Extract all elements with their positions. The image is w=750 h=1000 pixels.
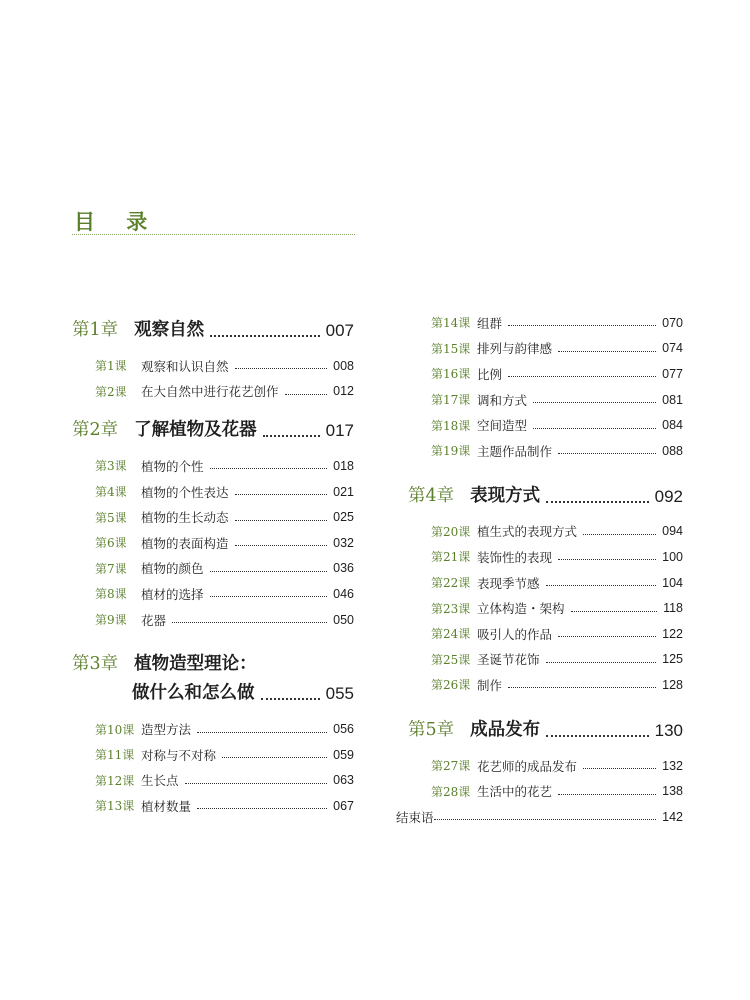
page-number: 007	[325, 321, 354, 340]
lesson-title: 植物的颜色	[141, 561, 204, 577]
page-number: 025	[333, 510, 354, 525]
toc-left-column	[72, 310, 354, 819]
toc-lesson-27[interactable]	[408, 753, 683, 779]
page-number: 094	[662, 524, 683, 539]
leader-dots	[533, 402, 656, 403]
lesson-title: 造型方法	[141, 722, 192, 738]
leader-dots	[546, 662, 657, 663]
lesson-number: 第8课	[95, 587, 127, 602]
page-number: 100	[662, 549, 683, 564]
page-number: 021	[333, 484, 354, 499]
lesson-number: 第22课	[431, 576, 471, 591]
page-number: 125	[662, 652, 683, 667]
leader-dots	[508, 376, 656, 377]
page-number: 104	[662, 575, 683, 590]
lesson-title: 在大自然中进行花艺创作	[141, 384, 279, 400]
leader-dots	[533, 428, 656, 429]
page-number: 074	[662, 341, 683, 356]
leader-dots	[263, 435, 320, 437]
lesson-title: 植物的个性表达	[141, 484, 229, 500]
title-divider	[72, 234, 355, 235]
lesson-title: 植材数量	[141, 798, 192, 814]
page-number: 017	[325, 421, 354, 441]
page-number: 088	[662, 443, 683, 458]
lesson-number: 第27课	[431, 759, 471, 774]
leader-dots	[210, 468, 328, 469]
leader-dots	[546, 735, 648, 737]
leader-dots	[434, 819, 657, 820]
lesson-title: 装饰性的表现	[477, 549, 553, 565]
leader-dots	[222, 757, 327, 758]
lesson-number: 第13课	[95, 799, 135, 814]
chapter-number: 第5章	[408, 719, 455, 740]
page-number: 128	[662, 677, 683, 692]
lesson-number: 第26课	[431, 678, 471, 693]
lesson-number: 第18课	[431, 418, 471, 433]
lesson-title: 制作	[477, 677, 503, 693]
lesson-number: 第19课	[431, 444, 471, 459]
leader-dots	[185, 783, 328, 784]
lesson-number: 第20课	[431, 524, 471, 539]
toc-lesson-16[interactable]	[408, 361, 683, 387]
lesson-title: 圣诞节花饰	[477, 652, 540, 668]
lesson-title: 空间造型	[477, 418, 528, 434]
lesson-title: 比例	[477, 366, 503, 382]
leader-dots	[235, 368, 328, 369]
page-number: 142	[662, 809, 683, 824]
toc-chapter-2[interactable]	[72, 416, 354, 441]
leader-dots	[558, 636, 656, 637]
leader-dots	[210, 596, 328, 597]
toc-lesson-24[interactable]	[408, 621, 683, 647]
lesson-title: 排列与韵律感	[477, 341, 553, 357]
chapter-title-line1: 植物造型理论：	[134, 654, 257, 675]
lesson-title: 调和方式	[477, 392, 528, 408]
leader-dots	[508, 325, 656, 326]
leader-dots	[235, 545, 328, 546]
lesson-number: 第11课	[95, 748, 135, 763]
toc-lesson-23[interactable]	[408, 595, 683, 621]
lesson-number: 第2课	[95, 384, 127, 399]
lesson-title: 对称与不对称	[141, 747, 217, 763]
leader-dots	[197, 732, 327, 733]
leader-dots	[571, 611, 658, 612]
toc-lesson-28[interactable]	[408, 778, 683, 804]
lesson-title: 立体构造・架构	[477, 601, 565, 617]
toc-lesson-25[interactable]	[408, 647, 683, 673]
lesson-title: 观察和认识自然	[141, 358, 229, 374]
lesson-number: 第1课	[95, 359, 127, 374]
page-number: 056	[333, 722, 354, 737]
toc-lesson-14[interactable]	[408, 310, 683, 336]
page-number: 067	[333, 798, 354, 813]
lesson-number: 第5课	[95, 510, 127, 525]
chapter-title: 了解植物及花器	[134, 420, 257, 441]
page-number: 059	[333, 747, 354, 762]
leader-dots	[508, 687, 656, 688]
leader-dots	[546, 585, 657, 586]
lesson-number: 第12课	[95, 773, 135, 788]
lesson-title: 吸引人的作品	[477, 626, 553, 642]
toc-lesson-12[interactable]	[72, 768, 354, 794]
page-number: 063	[333, 773, 354, 788]
page-number: 077	[662, 366, 683, 381]
page-number: 070	[662, 315, 683, 330]
toc-lesson-11[interactable]	[72, 742, 354, 768]
toc-lesson-20[interactable]	[408, 519, 683, 545]
toc-lesson-7[interactable]	[72, 556, 354, 582]
ending-title: 结束语	[396, 809, 434, 825]
toc-lesson-4[interactable]	[72, 479, 354, 505]
page-title: 目 录	[74, 209, 160, 234]
lesson-title: 花艺师的成品发布	[477, 758, 578, 774]
lesson-number: 第24课	[431, 627, 471, 642]
toc-lesson-22[interactable]	[408, 570, 683, 596]
toc-lesson-21[interactable]	[408, 544, 683, 570]
lesson-title: 植物的表面构造	[141, 535, 229, 551]
page-number: 084	[662, 418, 683, 433]
toc-lesson-19[interactable]	[408, 438, 683, 464]
page-number: 081	[662, 392, 683, 407]
lesson-number: 第23课	[431, 601, 471, 616]
lesson-number: 第25课	[431, 652, 471, 667]
lesson-number: 第10课	[95, 722, 135, 737]
leader-dots	[558, 453, 656, 454]
chapter-number: 第2章	[72, 420, 119, 441]
leader-dots	[210, 571, 328, 572]
leader-dots	[235, 494, 328, 495]
page-number: 130	[654, 720, 683, 740]
leader-dots	[261, 698, 320, 700]
page-number: 032	[333, 535, 354, 550]
lesson-title: 植物的生长动态	[141, 510, 229, 526]
page-number: 018	[333, 458, 354, 473]
lesson-title: 植生式的表现方式	[477, 524, 578, 540]
chapter-title: 表现方式	[470, 485, 541, 506]
lesson-title: 生活中的花艺	[477, 784, 553, 800]
page-number: 122	[662, 626, 683, 641]
toc-lesson-18[interactable]	[408, 412, 683, 438]
toc-lesson-10[interactable]	[72, 716, 354, 742]
chapter-number: 第3章	[72, 654, 119, 675]
leader-dots	[558, 351, 656, 352]
lesson-title: 生长点	[141, 773, 179, 789]
chapter-title: 观察自然	[134, 320, 205, 340]
page-number: 012	[333, 384, 354, 399]
lesson-title: 植材的选择	[141, 586, 204, 602]
chapter-number: 第4章	[408, 485, 455, 506]
leader-dots	[210, 335, 319, 337]
toc-lesson-3[interactable]	[72, 453, 354, 479]
lesson-title: 表现季节感	[477, 575, 540, 591]
page-number: 036	[333, 561, 354, 576]
lesson-number: 第9课	[95, 613, 127, 628]
toc-lesson-15[interactable]	[408, 336, 683, 362]
lesson-number: 第4课	[95, 485, 127, 500]
lesson-number: 第6课	[95, 536, 127, 551]
leader-dots	[197, 808, 327, 809]
lesson-number: 第16课	[431, 367, 471, 382]
leader-dots	[172, 622, 327, 623]
toc-lesson-26[interactable]	[408, 672, 683, 698]
page-number: 132	[662, 758, 683, 773]
lesson-number: 第7课	[95, 561, 127, 576]
toc-lesson-1[interactable]	[72, 353, 354, 379]
toc-chapter-4[interactable]	[408, 482, 683, 507]
toc-lesson-17[interactable]	[408, 387, 683, 413]
chapter-number: 第1章	[72, 320, 119, 340]
lesson-title: 组群	[477, 315, 503, 331]
lesson-number: 第28课	[431, 784, 471, 799]
page-number: 092	[654, 486, 683, 506]
toc-lesson-9[interactable]	[72, 607, 354, 633]
leader-dots	[558, 794, 656, 795]
page-number: 118	[663, 601, 683, 616]
toc-lesson-2[interactable]	[72, 379, 354, 405]
toc-chapter-3[interactable]	[72, 650, 354, 704]
chapter-title: 成品发布	[470, 719, 541, 740]
leader-dots	[285, 394, 328, 395]
chapter-title-line2: 做什么和怎么做	[132, 683, 255, 704]
lesson-title: 植物的个性	[141, 458, 204, 474]
leader-dots	[546, 501, 648, 503]
toc-chapter-5[interactable]	[408, 716, 683, 741]
lesson-title: 主题作品制作	[477, 443, 553, 459]
lesson-number: 第15课	[431, 341, 471, 356]
leader-dots	[235, 520, 328, 521]
lesson-number: 第3课	[95, 459, 127, 474]
toc-lesson-6[interactable]	[72, 530, 354, 556]
toc-lesson-13[interactable]	[72, 793, 354, 819]
toc-lesson-5[interactable]	[72, 504, 354, 530]
leader-dots	[583, 534, 656, 535]
page-number: 046	[333, 586, 354, 601]
toc-right-column	[396, 310, 683, 830]
lesson-number: 第17课	[431, 393, 471, 408]
lesson-title: 花器	[141, 612, 167, 628]
page-number: 055	[325, 684, 354, 704]
lesson-number: 第21课	[431, 550, 471, 565]
toc-ending[interactable]	[396, 804, 683, 830]
leader-dots	[558, 559, 656, 560]
lesson-number: 第14课	[431, 316, 471, 331]
toc-chapter-1[interactable]	[72, 316, 354, 341]
page-number: 138	[662, 784, 683, 799]
leader-dots	[583, 768, 656, 769]
page-number: 008	[333, 358, 354, 373]
page-number: 050	[333, 612, 354, 627]
toc-lesson-8[interactable]	[72, 581, 354, 607]
